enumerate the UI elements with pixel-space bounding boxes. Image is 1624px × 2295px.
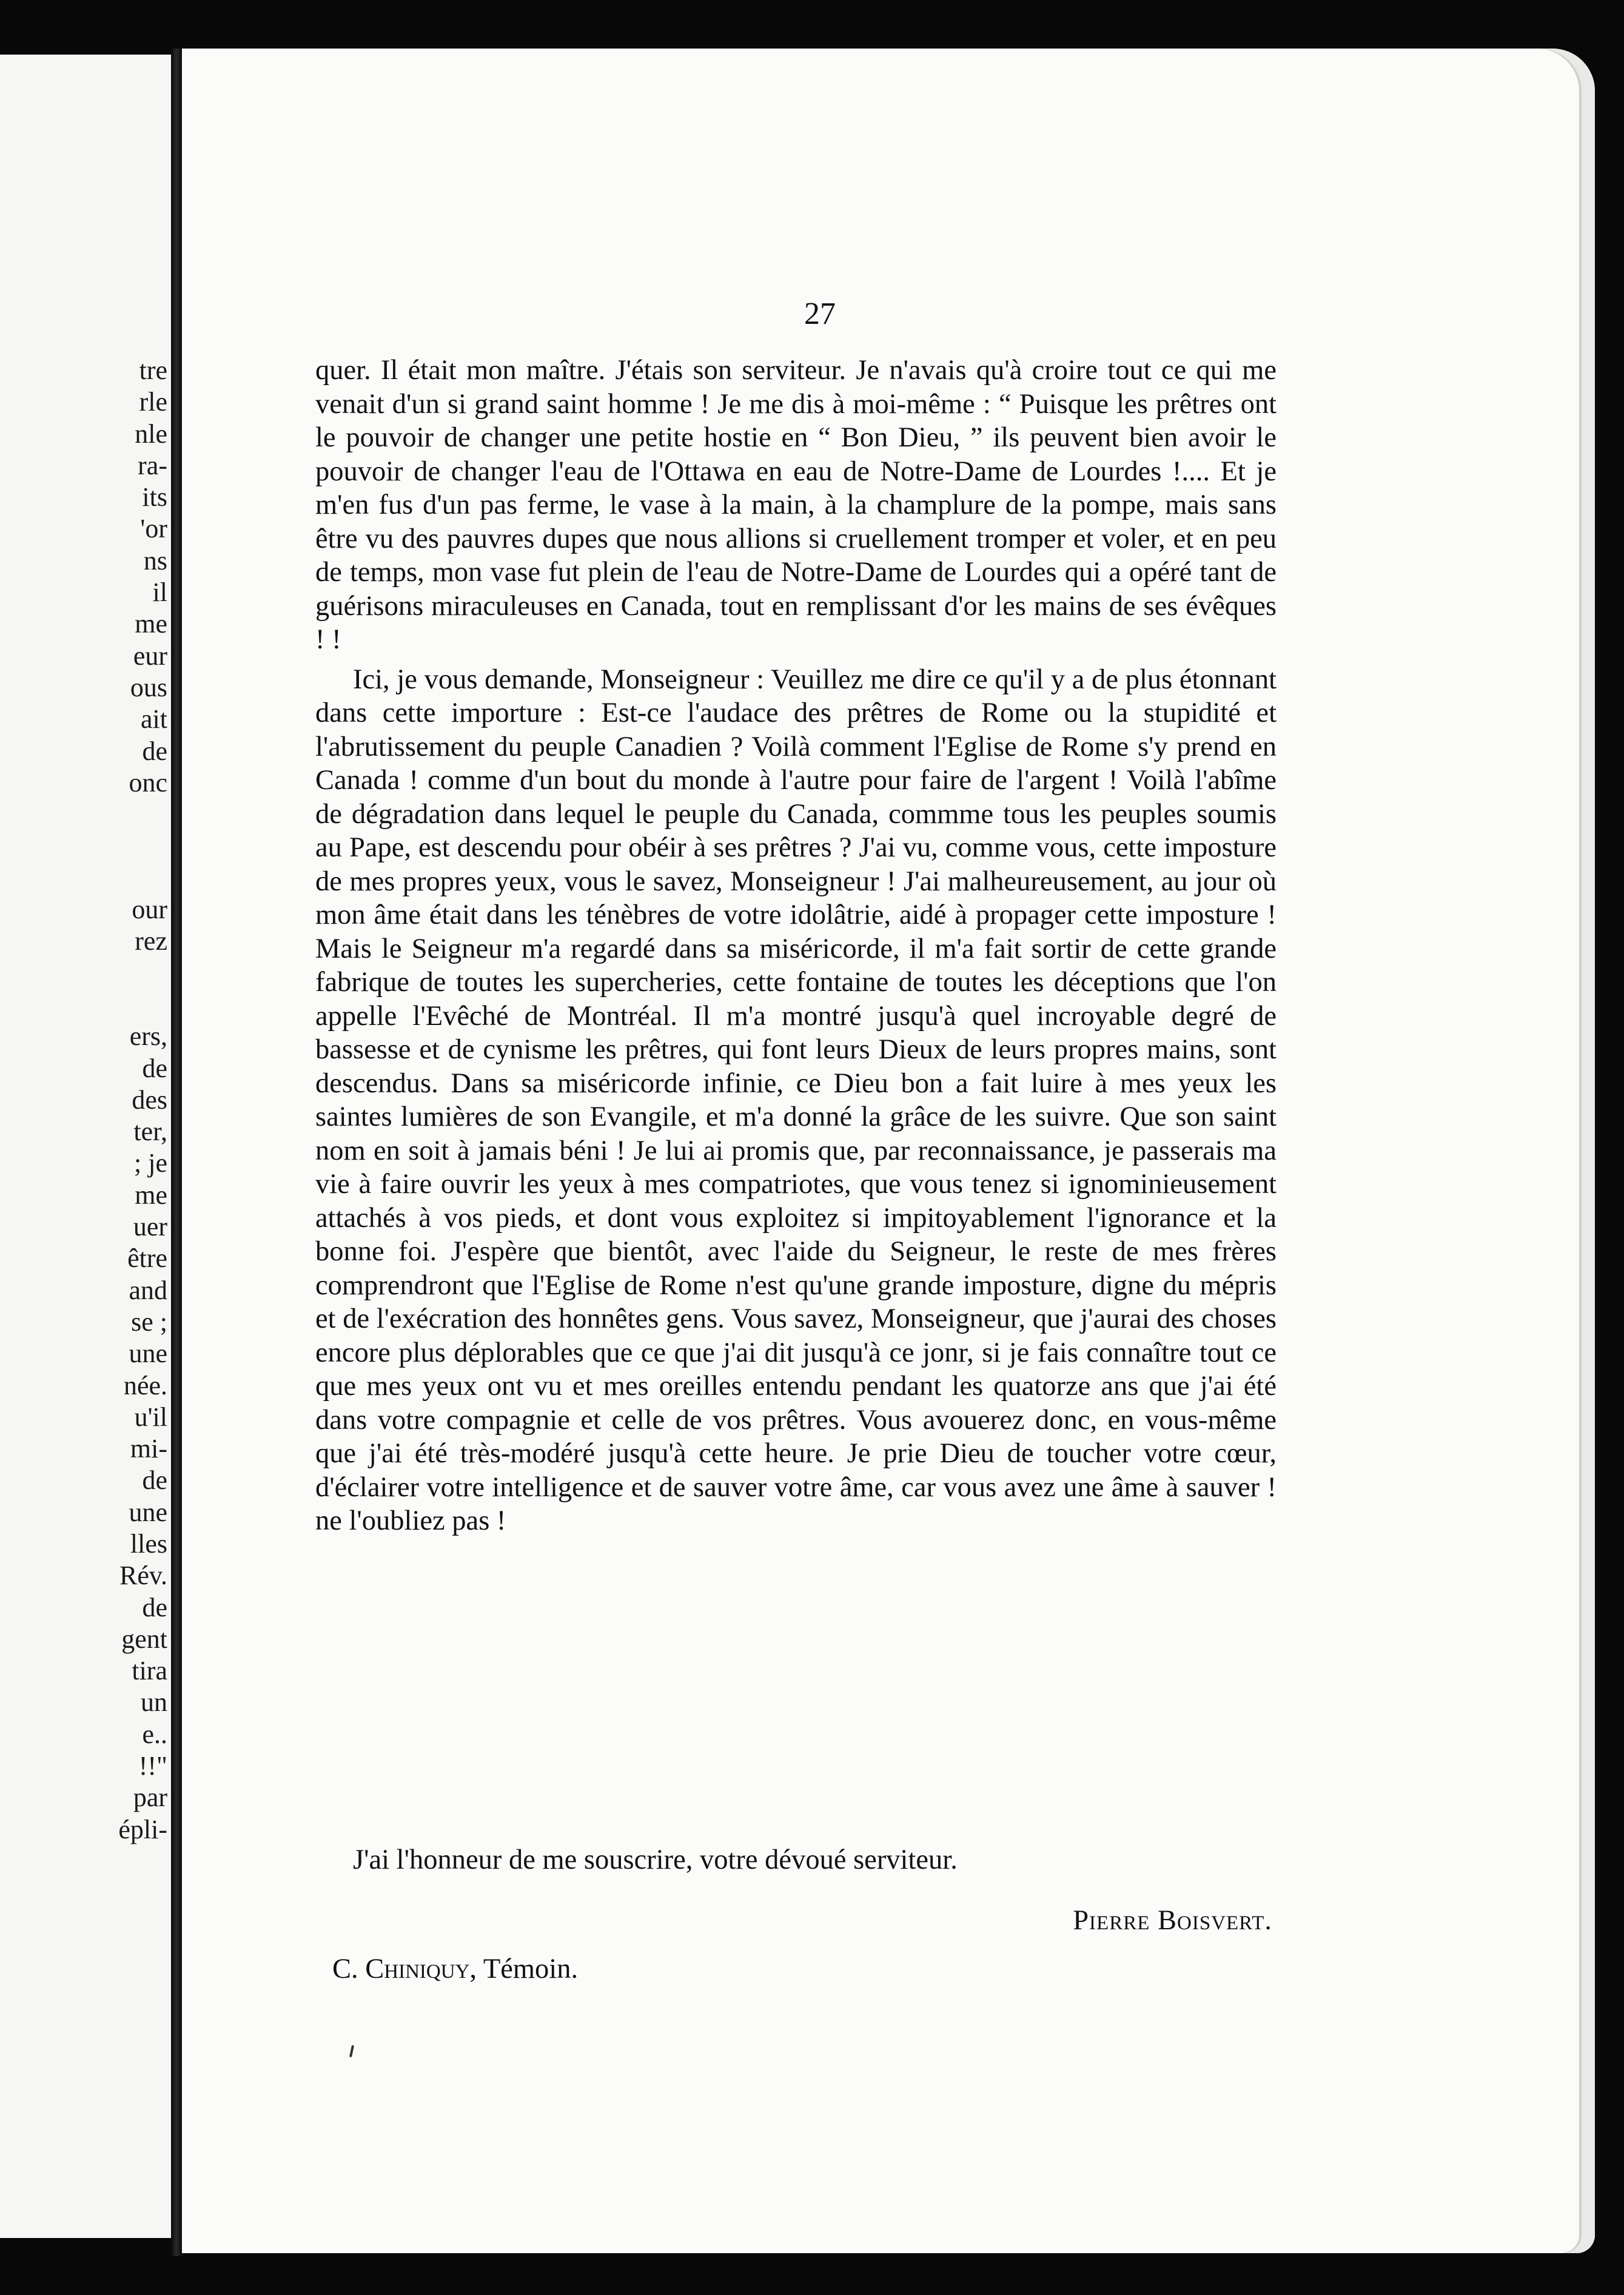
facing-page-fragment-line: une [129,1497,167,1527]
facing-page-fragment-line: se ; [131,1306,167,1337]
facing-page-fragment-line: ra- [138,450,167,480]
facing-page-fragment-line: ers, [129,1021,167,1052]
facing-page-fragment-line: née. [123,1370,167,1400]
facing-page-fragment-line [118,958,167,989]
facing-page-fragment-line: ns [143,545,167,576]
witness-role: Témoin. [483,1954,579,1984]
facing-page-fragment-line: des [132,1084,167,1115]
facing-page-fragment-line: de [142,736,167,766]
witness-name: C. Chiniquy, [332,1954,477,1984]
facing-page-fragment-line: 'or [140,514,167,544]
paragraph-main: Ici, je vous demande, Monseigneur : Veuillez me dire ce qu'il y a de plus étonnant dans cette importure : Est-ce l'audace des prêtres de Rome ou la stupidité et l'abrutissement du peuple Canadien ? Voilà comment l'Eglise de Rome s'y prend en Canada ! comme d'un bout du monde à l'autre pour faire de l'argent ! Voilà l'abîme de dégradation dans lequel le peuple du Canada, commme tous les peuples soumis au Pape, est descendu pour obéir à ses prêtres ? J'ai vu, comme vous, cette imposture de mes propres yeux, vous le savez, Monseigneur ! J'ai malheureusement, au jour où mon âme était dans les ténèbres de votre idolâtrie, aidé à propager cette imposture ! Mais le Seigneur m'a regardé dans sa miséricorde, il m'a fait sortir de cette grande fabrique de toutes les supercheries, cette fontaine de toutes les déceptions que l'on appelle l'Evêché de Montréal. Il m'a montré jusqu'à quel incroyable degré de bassesse et de cynisme les prêtres, qui font leurs Dieux de leurs propres mains, sont descendus. Dans sa miséricorde infinie, ce Dieu bon a fait luire à mes yeux les saintes lumières de son Evangile, et m'a donné la grâce de les suivre. Que son saint nom en soit à jamais béni ! Je lui ai promis que, par reconnaissance, je passerais ma vie à faire ouvrir les yeux à mes compatriotes, que vous tenez si ignominieusement attachés à vos pieds, et dont vous exploitez si impitoyablement l'ignorance et la bonne foi. J'espère que bientôt, avec l'aide du Seigneur, le reste de mes frères comprendront que l'Eglise de Rome n'est qu'une grande imposture, digne du mépris et de l'exécration des honnêtes gens. Vous savez, Monseigneur, que j'aurai des choses encore plus déplorables que ce que j'ai dit jusqu'à ce jonr, si je fais connaître tout ce que mes yeux ont vu et mes oreilles entendu pendant les quatorze ans que j'ai été dans votre compagnie et celle de vos prêtres. Vous avouerez donc, en vous-même que j'ai été très-modéré jusqu'à cette heure. Je prie Dieu de toucher votre cœur, d'éclairer votre intelligence et de sauver votre âme, car vous avez une âme à sauver ! ne l'oubliez pas ! [315,664,1277,1536]
facing-page-fragment-line: il [152,577,167,608]
page-number: 27 [804,297,836,331]
facing-page-fragment-line: its [142,482,167,512]
facing-page-fragment-line: par [133,1783,167,1813]
facing-page-fragment-line: Rév. [119,1561,167,1591]
facing-page-fragment-line: de [142,1053,167,1083]
facing-page-fragment-line: !!" [138,1751,167,1781]
facing-page-fragment-line: rez [135,926,167,956]
facing-page-fragment-line: ait [141,704,167,734]
signature: Pierre Boisvert. [1073,1905,1272,1936]
facing-page-fragment-line [118,799,167,830]
facing-page-fragment-line: nle [135,418,167,449]
facing-page-fragment-line: mi- [130,1434,167,1464]
facing-page-fragment-line: and [129,1275,167,1305]
facing-page-fragment-line: me [135,1180,167,1210]
facing-page-fragment-line [118,862,167,894]
facing-page-fragment-line: tira [132,1656,167,1686]
facing-page-fragment-line: tre [139,355,167,385]
facing-page-fragment-line: de [142,1465,167,1496]
facing-page-fragment [0,55,171,2238]
facing-page-fragment-line: ; je [134,1148,167,1178]
facing-page-fragment-line: onc [129,767,167,798]
witness-line [332,1953,578,1985]
facing-page-fragment-line: être [127,1243,167,1274]
facing-page-fragment-line: un [141,1687,167,1718]
facing-page-fragment-line: rle [139,387,167,417]
paragraph-continuation: quer. Il était mon maître. J'étais son serviteur. Je n'avais qu'à croire tout ce qui me venait d'un si grand saint homme ! Je me dis à moi-même : “ Puisque les prêtres ont le pouvoir de changer une petite hostie en “ Bon Dieu, ” ils peuvent bien avoir le pouvoir de changer l'eau de l'Ottawa en eau de Notre-Dame de Lourdes !.... Et je m'en fus d'un pas ferme, le vase à la main, à la champlure de la pompe, mais sans être vu des pauvres dupes que nous allions si cruellement tromper et voler, et en peu de temps, mon vase fut plein de l'eau de Notre-Dame de Lourdes qui a opéré tant de guérisons miraculeuses en Canada, tout en remplissant d'or les mains de ses évêques ! ! [315,355,1277,655]
body-text [315,354,1277,1538]
book-gutter [171,49,182,2256]
facing-page-fragment-line: eur [133,640,167,671]
facing-page-fragment-line [118,989,167,1021]
facing-page-fragment-line: lles [130,1528,167,1559]
facing-page-fragment-line: ter, [133,1117,167,1147]
facing-page-fragment-line [118,830,167,862]
facing-page-fragment-line: uer [133,1212,167,1242]
facing-page-fragment-line: épli- [118,1814,167,1844]
facing-page-fragment-line: e.. [142,1719,167,1749]
facing-page-fragment-line: gent [121,1624,167,1654]
facing-page-fragment-line: de [142,1592,167,1622]
closing-line: J'ai l'honneur de me souscrire, votre dévoué serviteur. [353,1844,958,1875]
facing-page-fragment-line: u'il [134,1402,167,1432]
facing-page-fragment-line: une [129,1339,167,1369]
facing-page-fragment-line: our [132,895,167,925]
facing-page-fragment-line: ous [130,672,167,702]
facing-page-line-endings [118,355,167,1846]
facing-page-fragment-line: me [135,609,167,639]
